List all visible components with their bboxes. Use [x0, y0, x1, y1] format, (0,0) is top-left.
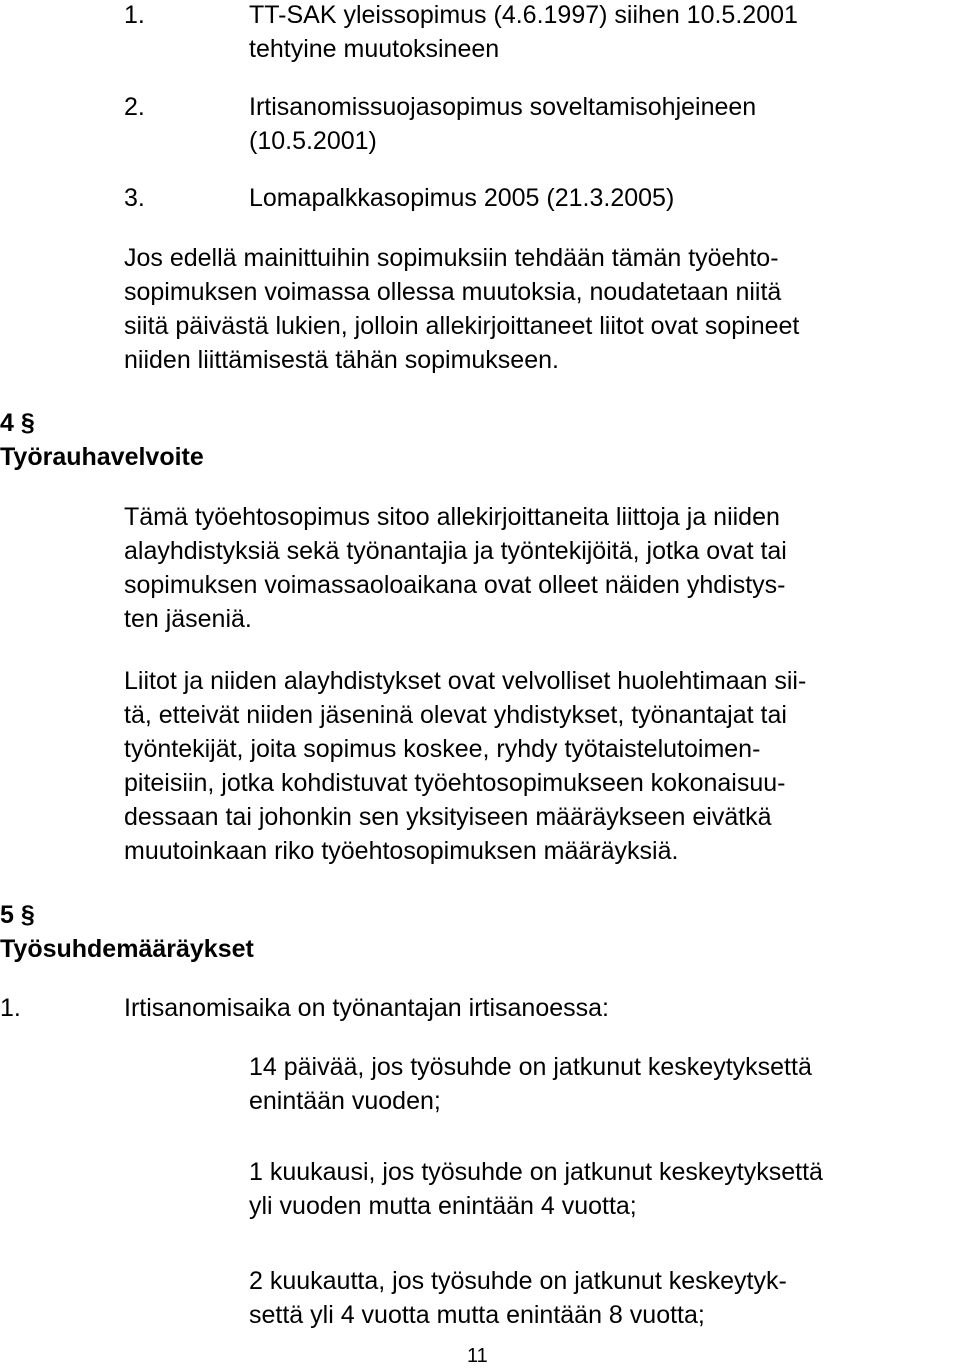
section-4-paragraph-1: Tämä työehtosopimus sitoo allekirjoittaneita liittoja ja niiden alayhdistyksiä sekä työnantajia ja työntekijöitä, jotka ovat tai sopimuksen voimassaoloaikana ovat olleet näiden yhdistys- ten jäseniä. [124, 503, 787, 633]
page-number: 11 [467, 1345, 488, 1367]
list-item-text: TT-SAK yleissopimus (4.6.1997) siihen 10.5.2001 tehtyine muutoksineen [249, 1, 798, 63]
notice-period-item: 2 kuukautta, jos työsuhde on jatkunut keskeytyk- settä yli 4 vuotta mutta enintään 8 vuotta; [249, 1267, 787, 1329]
list-item-text: Irtisanomissuojasopimus soveltamisohjeineen (10.5.2001) [249, 93, 757, 155]
section-title: Työsuhdemääräykset [0, 935, 254, 963]
section-number: 5 § [0, 901, 35, 929]
list-item-number: 2. [124, 93, 145, 121]
list-item-number: 1. [124, 1, 145, 29]
section-5-heading [0, 898, 254, 966]
section-4-heading [0, 406, 204, 474]
notice-period-item: 1 kuukausi, jos työsuhde on jatkunut keskeytyksettä yli vuoden mutta enintään 4 vuotta; [249, 1158, 823, 1220]
list-item-number: 3. [124, 184, 145, 212]
notice-period-item: 14 päivää, jos työsuhde on jatkunut keskeytyksettä enintään vuoden; [249, 1053, 812, 1115]
section-4-paragraph-2: Liitot ja niiden alayhdistykset ovat velvolliset huolehtimaan sii- tä, etteivät niiden jäseninä olevat yhdistykset, työnantajat tai työntekijät, joita sopimus koskee, ryhdy työtaistelutoimen- piteisiin, jotka kohdistuvat työehtosopimukseen kokonaisuu- dessaan tai johonkin sen yksityiseen määräykseen eivätkä muutoinkaan riko työehtosopimuksen määräyksiä. [124, 667, 807, 865]
item-number: 1. [0, 994, 21, 1022]
section-number: 4 § [0, 409, 35, 437]
section-title: Työrauhavelvoite [0, 443, 204, 471]
intro-paragraph: Jos edellä mainittuihin sopimuksiin tehdään tämän työehto- sopimuksen voimassa ollessa muutoksia, noudatetaan niitä siitä päivästä lukien, jolloin allekirjoittaneet liitot ovat sopineet niiden liittämisestä tähän sopimukseen. [124, 244, 800, 374]
list-item-text: Lomapalkkasopimus 2005 (21.3.2005) [249, 184, 675, 212]
item-text: Irtisanomisaika on työnantajan irtisanoessa: [124, 994, 609, 1022]
